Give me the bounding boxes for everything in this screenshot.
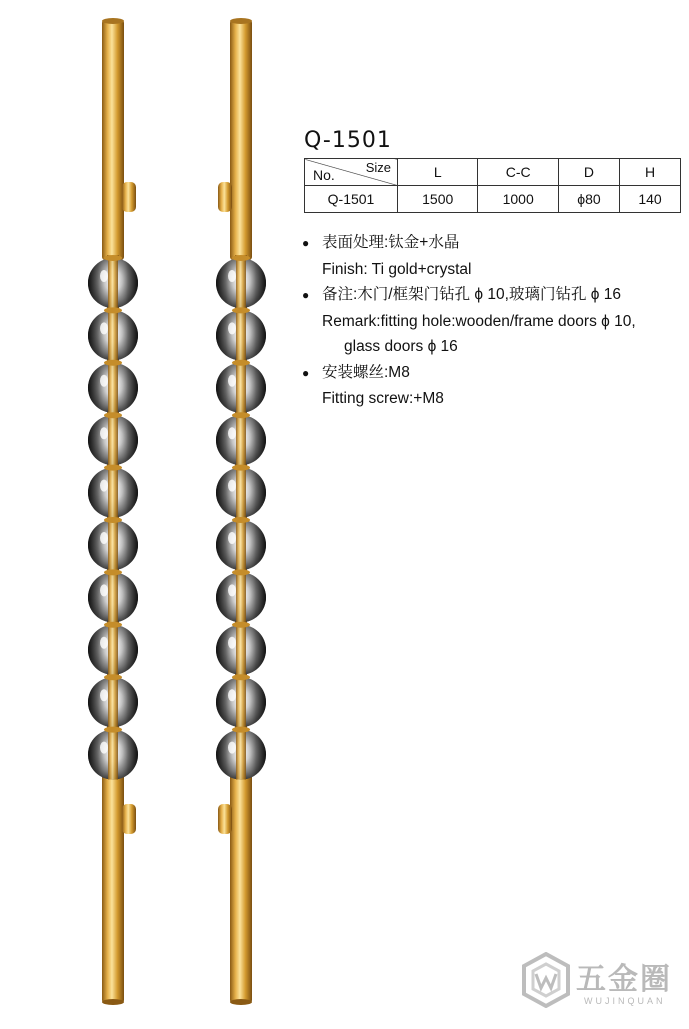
handle-1-upper-bar xyxy=(102,20,124,260)
wujinquan-logo-icon xyxy=(520,952,572,1008)
note-screw-en: Fitting screw:+M8 xyxy=(322,390,444,407)
spec-table xyxy=(304,158,681,213)
spec-header-row xyxy=(305,159,681,186)
handle-2-top-mount xyxy=(218,182,232,212)
size-header-label: Size xyxy=(365,160,391,175)
door-handle-illustration xyxy=(0,0,300,1024)
handle-1-bottom-mount xyxy=(122,804,136,834)
handle-2-lower-bar xyxy=(230,765,252,1003)
bullet-icon: ● xyxy=(302,236,310,250)
note-remark-cn: ● 备注:木门/框架门钻孔 ϕ 10,玻璃门钻孔 ϕ 16 xyxy=(302,282,636,309)
col-header-l: L xyxy=(398,159,478,186)
spec-notes xyxy=(302,230,636,412)
note-remark-en: Remark:fitting hole:wooden/frame doors ϕ 10, xyxy=(322,312,636,330)
product-image xyxy=(0,0,300,1024)
bullet-icon: ● xyxy=(302,365,310,380)
cell-cc: 1000 xyxy=(478,186,558,213)
handle-2-upper-bar xyxy=(230,20,252,260)
col-header-d: D xyxy=(558,159,619,186)
spec-data-row xyxy=(305,186,681,213)
no-size-header xyxy=(305,159,398,186)
model-title: Q-1501 xyxy=(304,128,392,153)
cell-h: 140 xyxy=(620,186,681,213)
cell-l: 1500 xyxy=(398,186,478,213)
watermark-en: WUJINQUAN xyxy=(584,996,666,1006)
handle-1-lower-bar xyxy=(102,765,124,1003)
col-header-cc: C-C xyxy=(478,159,558,186)
watermark-logo xyxy=(520,952,680,1018)
handle-1-top-mount xyxy=(122,182,136,212)
note-finish-cn: ● 表面处理:钛金+水晶 xyxy=(302,230,636,257)
bullet-icon: ● xyxy=(302,288,310,302)
watermark-cn: 五金圈 xyxy=(576,962,672,997)
note-remark-en-cont: glass doors ϕ 16 xyxy=(344,338,458,355)
col-header-h: H xyxy=(620,159,681,186)
cell-d: ϕ80 xyxy=(558,186,619,213)
note-finish-en: Finish: Ti gold+crystal xyxy=(322,260,472,278)
no-header-label: No. xyxy=(313,167,335,183)
handle-2-bottom-mount xyxy=(218,804,232,834)
note-screw-cn: ● 安装螺丝:M8 xyxy=(302,360,636,387)
cell-model-no: Q-1501 xyxy=(305,186,398,213)
